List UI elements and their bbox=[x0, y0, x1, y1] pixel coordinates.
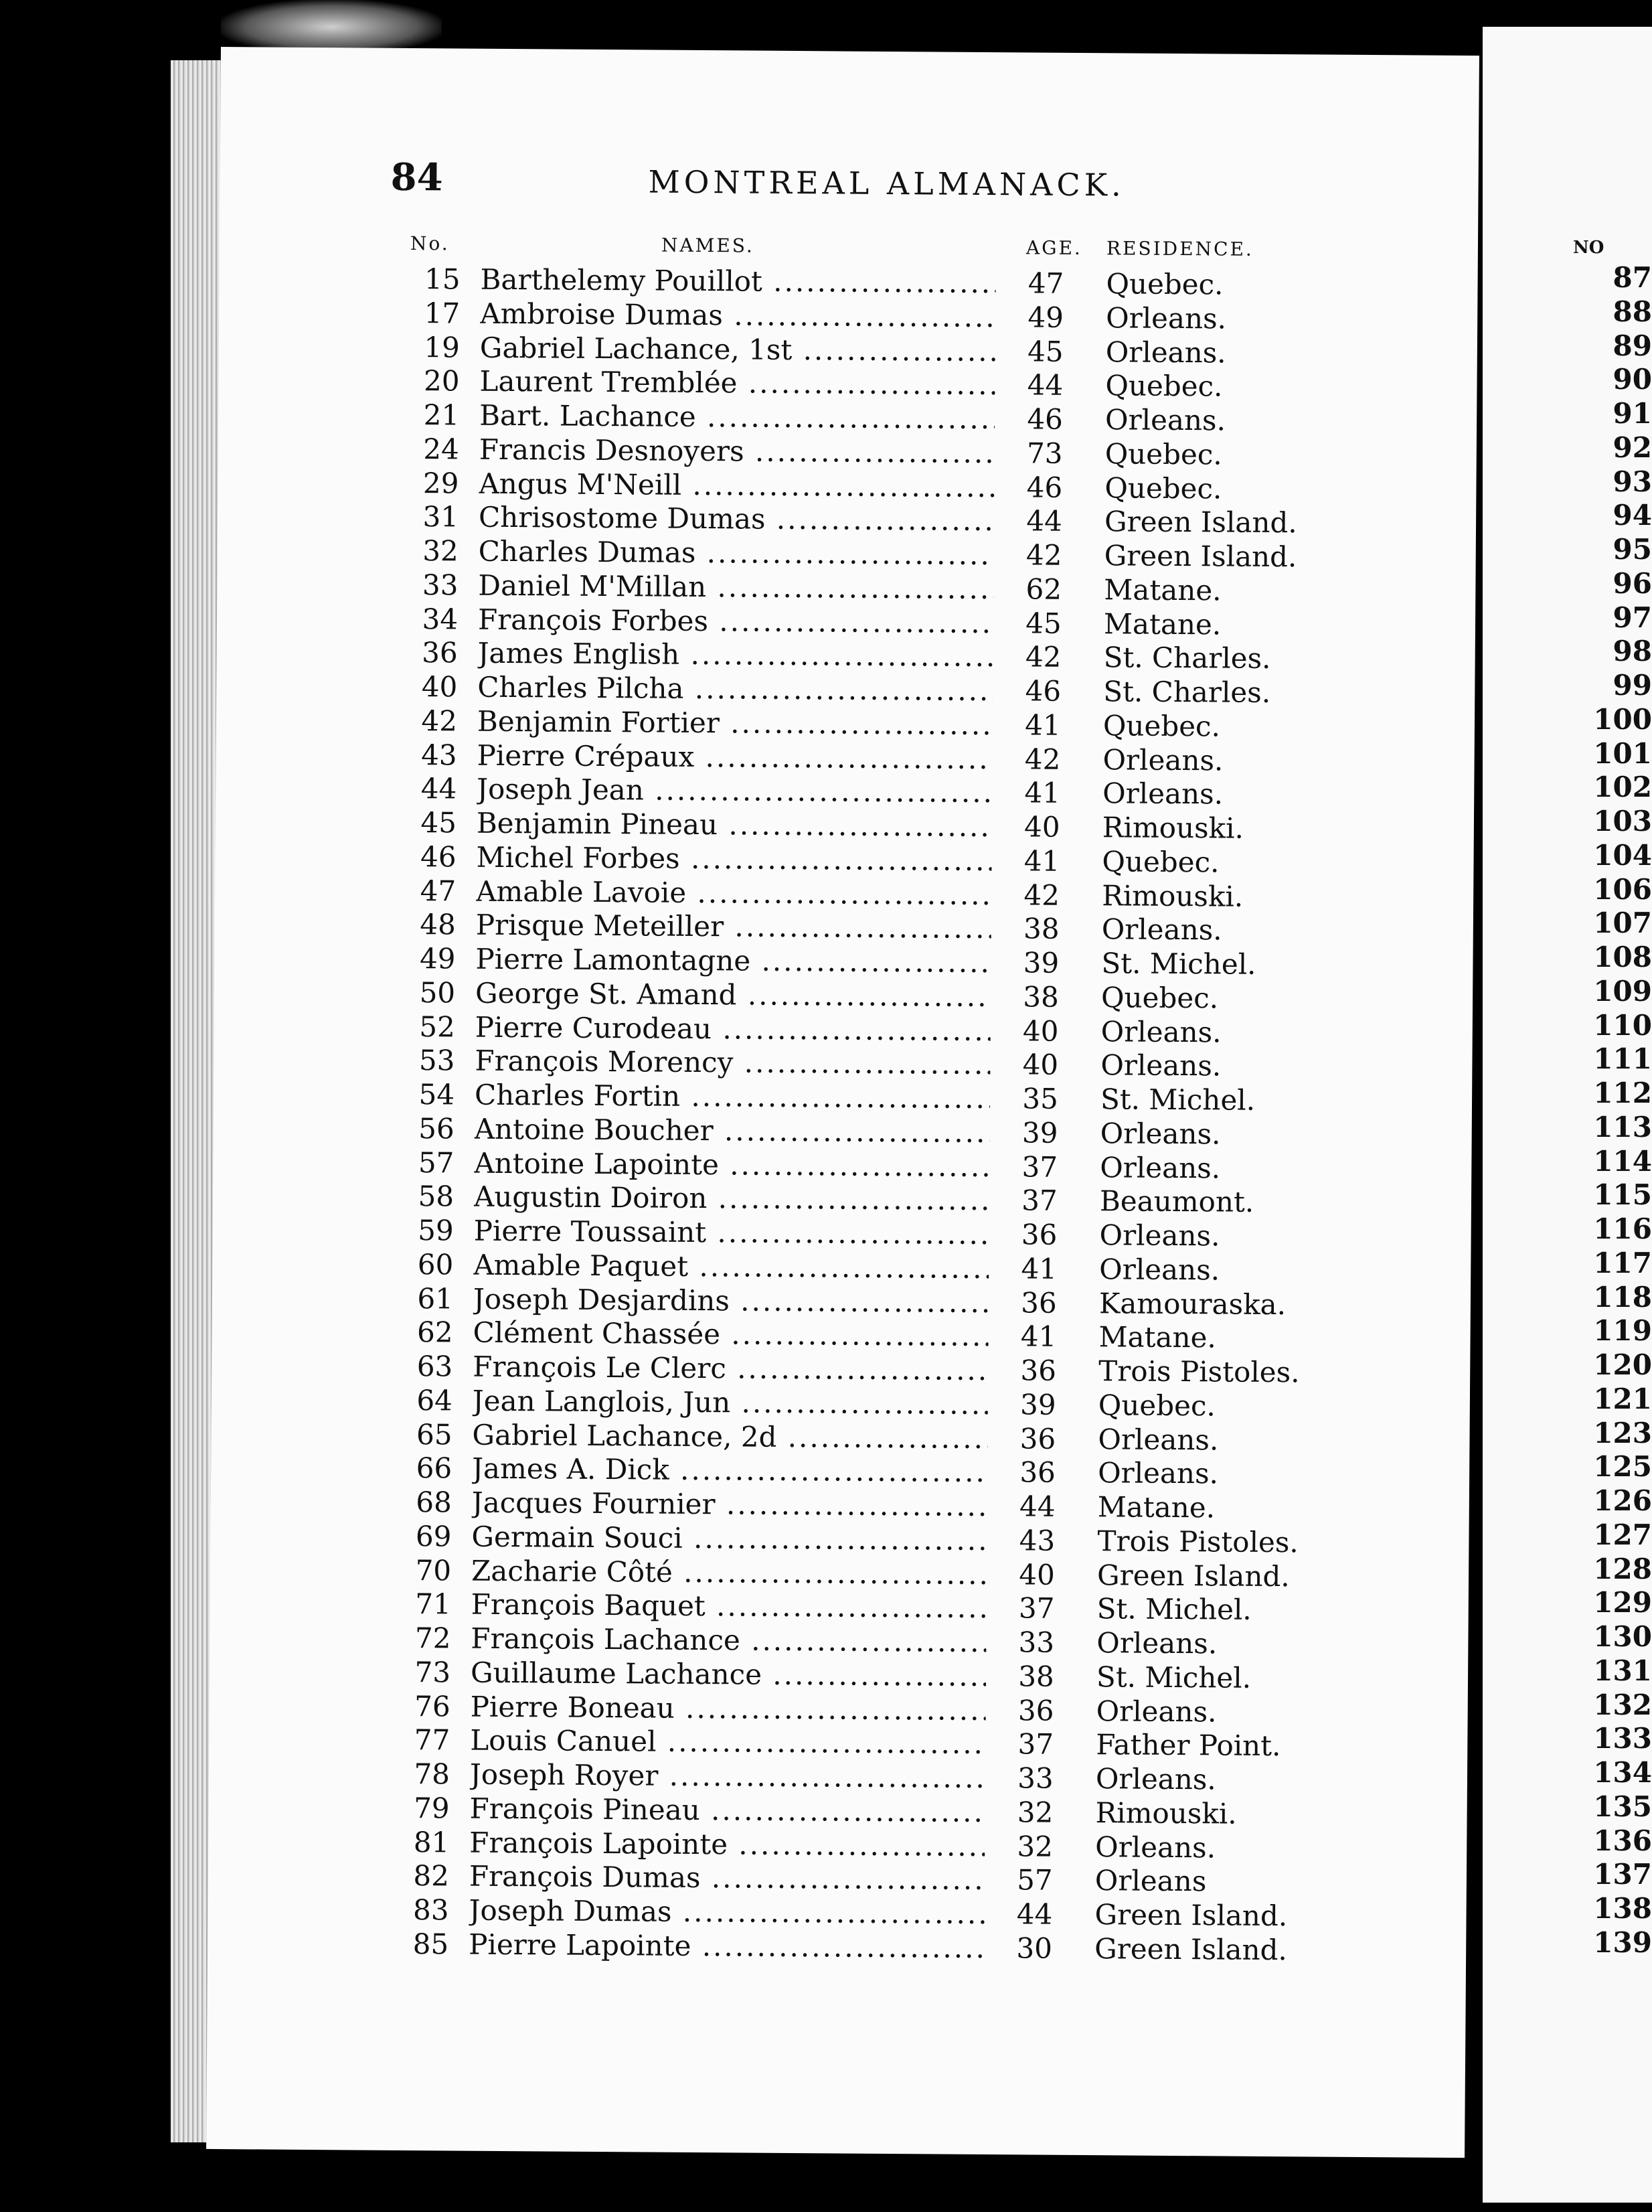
row-residence: Quebec. bbox=[1106, 267, 1224, 301]
row-residence: Green Island. bbox=[1104, 505, 1297, 540]
row-number: 81 bbox=[413, 1825, 450, 1859]
right-page-row-number: 135 bbox=[1593, 1790, 1652, 1823]
right-page-row-number: 131 bbox=[1593, 1654, 1652, 1687]
row-age: 41 bbox=[1023, 844, 1060, 878]
row-number: 66 bbox=[416, 1451, 452, 1485]
row-name: Amable Lavoie ..... bbox=[476, 874, 991, 911]
row-number: 32 bbox=[422, 534, 459, 568]
row-number: 64 bbox=[416, 1383, 453, 1417]
right-page-row-number: 99 bbox=[1613, 669, 1652, 702]
right-page-row-number: 127 bbox=[1593, 1518, 1652, 1551]
row-name: James English ..... bbox=[478, 637, 993, 673]
right-page-row-number: 95 bbox=[1613, 533, 1652, 566]
row-residence: Orleans. bbox=[1105, 335, 1226, 369]
row-residence: Rimouski. bbox=[1095, 1796, 1237, 1830]
row-name: Joseph Desjardins ..... bbox=[473, 1282, 989, 1318]
column-header-names: NAMES. bbox=[661, 234, 754, 257]
row-residence: Quebec. bbox=[1100, 980, 1219, 1015]
row-number: 15 bbox=[424, 262, 461, 296]
row-name: Pierre Crépaux ..... bbox=[477, 738, 992, 775]
row-residence: Quebec. bbox=[1105, 369, 1223, 403]
row-name: Barthelemy Pouillot ..... bbox=[480, 263, 995, 299]
row-age: 40 bbox=[1019, 1557, 1055, 1591]
right-page-row-number: 132 bbox=[1593, 1688, 1652, 1721]
row-number: 48 bbox=[420, 908, 457, 941]
row-residence: Trois Pistoles. bbox=[1098, 1354, 1300, 1389]
row-age: 32 bbox=[1017, 1829, 1054, 1863]
right-page-row-number: 134 bbox=[1593, 1756, 1652, 1789]
right-page-row-number: 108 bbox=[1593, 941, 1652, 973]
right-page-row-number: 115 bbox=[1593, 1178, 1652, 1212]
row-residence: Matane. bbox=[1098, 1320, 1216, 1354]
row-residence: Orleans. bbox=[1099, 1218, 1220, 1253]
row-number: 68 bbox=[416, 1486, 452, 1519]
row-name: Pierre Toussaint ..... bbox=[473, 1214, 989, 1251]
row-residence: Orleans bbox=[1094, 1864, 1207, 1898]
row-residence: Orleans. bbox=[1097, 1456, 1219, 1490]
row-residence: Matane. bbox=[1103, 607, 1222, 641]
row-name: François Le Clerc ..... bbox=[473, 1350, 988, 1387]
row-name: Benjamin Fortier ..... bbox=[477, 704, 993, 740]
right-page-row-number: 93 bbox=[1613, 465, 1652, 498]
row-number: 34 bbox=[422, 602, 459, 635]
row-number: 46 bbox=[420, 840, 457, 874]
row-age: 41 bbox=[1020, 1320, 1057, 1354]
row-age: 37 bbox=[1017, 1727, 1054, 1761]
row-residence: Orleans. bbox=[1106, 301, 1227, 335]
right-page-row-number: 139 bbox=[1593, 1925, 1652, 1959]
right-page-row-number: 123 bbox=[1593, 1416, 1652, 1449]
row-age: 46 bbox=[1027, 402, 1064, 436]
row-number: 29 bbox=[422, 466, 459, 499]
row-name: Charles Dumas ..... bbox=[479, 535, 994, 571]
row-name: Amable Paquet ..... bbox=[473, 1248, 989, 1284]
row-age: 41 bbox=[1024, 776, 1061, 810]
right-page-row-number: 101 bbox=[1593, 736, 1652, 770]
row-name: Germain Souci ..... bbox=[471, 1520, 987, 1556]
row-age: 44 bbox=[1027, 368, 1064, 402]
right-page-row-number: 96 bbox=[1613, 566, 1652, 600]
row-name: Joseph Jean ..... bbox=[477, 773, 992, 809]
right-page-row-number: 90 bbox=[1613, 363, 1652, 396]
right-page-row-number: 94 bbox=[1613, 499, 1652, 532]
right-page-row-number: 87 bbox=[1613, 261, 1652, 294]
right-page-row-number: 97 bbox=[1613, 601, 1652, 634]
row-number: 62 bbox=[416, 1316, 453, 1349]
row-residence: Orleans. bbox=[1100, 1116, 1221, 1151]
row-name: François Dumas ..... bbox=[469, 1860, 985, 1896]
row-name: Zacharie Côté ..... bbox=[471, 1554, 987, 1590]
row-residence: Trois Pistoles. bbox=[1097, 1524, 1299, 1559]
right-page-row-number: 119 bbox=[1593, 1314, 1652, 1348]
row-age: 49 bbox=[1027, 301, 1064, 334]
row-name: Daniel M'Millan ..... bbox=[478, 568, 993, 605]
row-age: 45 bbox=[1025, 606, 1062, 640]
row-age: 36 bbox=[1020, 1354, 1057, 1387]
row-age: 36 bbox=[1021, 1218, 1058, 1251]
library-stamp-fragment bbox=[221, 0, 442, 54]
row-name: Benjamin Pineau ..... bbox=[477, 807, 992, 843]
row-age: 46 bbox=[1026, 470, 1063, 504]
row-number: 43 bbox=[421, 738, 457, 771]
row-name: Angus M'Neill ..... bbox=[479, 467, 994, 503]
row-number: 31 bbox=[422, 500, 459, 534]
right-page-row-number: 102 bbox=[1593, 771, 1652, 804]
right-page-row-number: 98 bbox=[1613, 635, 1652, 668]
row-number: 72 bbox=[414, 1622, 451, 1655]
row-residence: St. Charles. bbox=[1103, 675, 1271, 709]
row-residence: Green Island. bbox=[1104, 539, 1297, 574]
row-number: 76 bbox=[414, 1689, 450, 1723]
row-name: Guillaume Lachance ..... bbox=[471, 1656, 986, 1692]
row-name: Joseph Royer ..... bbox=[470, 1758, 985, 1794]
right-page-column-header: NO bbox=[1573, 238, 1604, 258]
row-number: 63 bbox=[416, 1350, 453, 1383]
row-residence: Matane. bbox=[1097, 1490, 1216, 1524]
row-age: 38 bbox=[1023, 980, 1060, 1014]
row-name: Charles Fortin ..... bbox=[475, 1079, 990, 1115]
right-page-row-number: 126 bbox=[1593, 1484, 1652, 1517]
row-number: 36 bbox=[422, 636, 458, 669]
register-table bbox=[208, 261, 1478, 1969]
row-residence: Rimouski. bbox=[1102, 878, 1244, 913]
page-number: 84 bbox=[390, 155, 443, 200]
row-number: 82 bbox=[413, 1859, 450, 1893]
row-residence: Orleans. bbox=[1101, 913, 1222, 947]
row-name: Jacques Fournier ..... bbox=[472, 1486, 987, 1522]
row-name: François Morency ..... bbox=[475, 1044, 990, 1081]
row-name: Louis Canuel ..... bbox=[470, 1724, 985, 1760]
row-name: François Lachance ..... bbox=[471, 1622, 986, 1658]
row-name: François Pineau ..... bbox=[469, 1792, 985, 1828]
right-page-row-number: 114 bbox=[1593, 1144, 1652, 1178]
right-page-row-number: 109 bbox=[1593, 974, 1652, 1008]
row-age: 38 bbox=[1018, 1660, 1054, 1693]
row-age: 37 bbox=[1021, 1184, 1058, 1218]
row-number: 73 bbox=[414, 1655, 451, 1689]
row-number: 59 bbox=[418, 1214, 454, 1247]
right-page-row-number: 91 bbox=[1613, 397, 1652, 430]
row-name: Joseph Dumas ..... bbox=[469, 1894, 984, 1930]
row-residence: Quebec. bbox=[1104, 471, 1222, 505]
row-number: 20 bbox=[423, 364, 460, 398]
right-page-row-number: 89 bbox=[1613, 329, 1652, 362]
row-age: 39 bbox=[1021, 1116, 1058, 1150]
row-name: Gabriel Lachance, 2d ..... bbox=[472, 1418, 987, 1454]
right-page-row-number: 129 bbox=[1593, 1586, 1652, 1620]
row-name: Bart. Lachance ..... bbox=[479, 399, 995, 435]
row-number: 61 bbox=[417, 1281, 454, 1315]
row-age: 44 bbox=[1016, 1897, 1053, 1931]
row-number: 58 bbox=[418, 1180, 455, 1213]
right-page-row-number: 133 bbox=[1593, 1722, 1652, 1755]
row-residence: Orleans. bbox=[1095, 1830, 1216, 1864]
row-residence: Matane. bbox=[1104, 572, 1222, 607]
column-header-residence: RESIDENCE. bbox=[1106, 237, 1254, 260]
row-age: 32 bbox=[1017, 1796, 1054, 1829]
row-name: François Baquet ..... bbox=[471, 1588, 987, 1624]
row-residence: Orleans. bbox=[1100, 1014, 1222, 1048]
row-residence: Orleans. bbox=[1099, 1252, 1220, 1287]
row-age: 39 bbox=[1023, 946, 1060, 979]
right-page-row-number: 100 bbox=[1593, 702, 1652, 736]
row-number: 53 bbox=[418, 1044, 455, 1077]
right-page-row-number: 128 bbox=[1593, 1552, 1652, 1585]
row-number: 52 bbox=[419, 1010, 455, 1043]
row-age: 36 bbox=[1021, 1285, 1057, 1320]
row-number: 54 bbox=[418, 1078, 455, 1111]
row-number: 83 bbox=[412, 1893, 449, 1927]
right-page-row-number: 113 bbox=[1593, 1110, 1652, 1143]
row-age: 45 bbox=[1027, 334, 1064, 368]
right-page-row-number: 88 bbox=[1613, 295, 1652, 328]
right-page-row-number: 121 bbox=[1593, 1382, 1652, 1415]
row-number: 17 bbox=[424, 296, 461, 330]
row-number: 42 bbox=[421, 704, 458, 738]
right-page-row-number: 117 bbox=[1593, 1246, 1652, 1279]
row-number: 70 bbox=[415, 1553, 452, 1587]
row-residence: Orleans. bbox=[1096, 1694, 1217, 1728]
row-residence: Orleans. bbox=[1102, 742, 1224, 777]
row-number: 49 bbox=[419, 942, 456, 975]
row-age: 37 bbox=[1018, 1591, 1055, 1626]
right-page-row-number: 136 bbox=[1593, 1824, 1652, 1857]
row-number: 65 bbox=[416, 1417, 452, 1451]
right-page-row-number: 106 bbox=[1593, 872, 1652, 906]
row-residence: Quebec. bbox=[1098, 1388, 1216, 1423]
right-page-row-number: 125 bbox=[1593, 1450, 1652, 1484]
running-title: MONTREAL ALMANACK. bbox=[648, 163, 1125, 204]
row-name: Charles Pilcha ..... bbox=[477, 671, 993, 707]
column-header-age: AGE. bbox=[1025, 236, 1082, 259]
row-age: 62 bbox=[1025, 572, 1062, 606]
right-page-row-number: 92 bbox=[1613, 430, 1652, 464]
row-age: 73 bbox=[1026, 437, 1063, 470]
row-name: Pierre Boneau ..... bbox=[471, 1690, 986, 1726]
row-number: 50 bbox=[419, 975, 456, 1010]
row-age: 39 bbox=[1019, 1388, 1056, 1421]
row-age: 40 bbox=[1022, 1014, 1059, 1048]
row-name: Gabriel Lachance, 1st ..... bbox=[480, 331, 995, 367]
row-number: 33 bbox=[422, 568, 459, 602]
row-residence: St. Charles. bbox=[1103, 641, 1271, 676]
row-name: Clément Chassée ..... bbox=[473, 1316, 988, 1352]
row-name: Augustin Doiron ..... bbox=[474, 1180, 989, 1216]
row-number: 21 bbox=[423, 398, 460, 432]
row-number: 40 bbox=[421, 670, 458, 704]
row-age: 44 bbox=[1026, 504, 1062, 538]
row-residence: Rimouski. bbox=[1102, 811, 1244, 845]
row-name: James A. Dick ..... bbox=[472, 1452, 987, 1488]
right-page-row-number: 111 bbox=[1593, 1042, 1652, 1076]
row-residence: Orleans. bbox=[1100, 1150, 1221, 1184]
row-number: 78 bbox=[414, 1757, 450, 1791]
row-age: 44 bbox=[1019, 1490, 1056, 1523]
row-age: 36 bbox=[1019, 1421, 1056, 1455]
row-age: 37 bbox=[1021, 1150, 1058, 1184]
row-number: 47 bbox=[420, 874, 457, 907]
row-name: François Forbes ..... bbox=[478, 603, 993, 639]
row-number: 44 bbox=[420, 772, 457, 805]
row-number: 77 bbox=[414, 1723, 450, 1757]
row-age: 40 bbox=[1023, 810, 1060, 844]
right-page-row-number: 138 bbox=[1593, 1892, 1652, 1925]
row-residence: Orleans. bbox=[1096, 1626, 1218, 1660]
row-age: 47 bbox=[1027, 266, 1064, 300]
row-name: Ambroise Dumas ..... bbox=[480, 297, 995, 333]
row-residence: Orleans. bbox=[1095, 1762, 1216, 1796]
row-age: 30 bbox=[1016, 1931, 1053, 1965]
row-number: 56 bbox=[418, 1111, 455, 1146]
row-residence: Orleans. bbox=[1104, 403, 1226, 437]
row-age: 41 bbox=[1025, 708, 1061, 742]
row-age: 33 bbox=[1017, 1761, 1054, 1795]
row-name: Pierre Curodeau ..... bbox=[475, 1010, 991, 1046]
row-number: 60 bbox=[417, 1247, 454, 1281]
right-page-row-number: 118 bbox=[1593, 1280, 1652, 1314]
row-residence: Green Island. bbox=[1094, 1898, 1288, 1933]
row-number: 19 bbox=[424, 330, 461, 364]
left-page bbox=[206, 47, 1479, 2158]
row-age: 42 bbox=[1024, 742, 1061, 776]
row-number: 71 bbox=[415, 1587, 451, 1621]
right-page-numbers bbox=[1573, 261, 1652, 1960]
row-age: 35 bbox=[1022, 1082, 1058, 1115]
row-age: 42 bbox=[1023, 878, 1060, 912]
row-age: 36 bbox=[1017, 1693, 1054, 1727]
row-name: Pierre Lapointe ..... bbox=[469, 1927, 984, 1964]
row-name: Francis Desnoyers ..... bbox=[479, 432, 995, 469]
row-age: 40 bbox=[1022, 1048, 1059, 1082]
row-age: 33 bbox=[1018, 1626, 1055, 1659]
row-name: Pierre Lamontagne ..... bbox=[475, 943, 991, 979]
row-name: Prisque Meteiller ..... bbox=[476, 908, 991, 945]
row-residence: St. Michel. bbox=[1101, 947, 1256, 981]
row-number: 85 bbox=[412, 1927, 449, 1961]
column-header-no: No. bbox=[410, 232, 450, 255]
right-page-row-number: 103 bbox=[1593, 805, 1652, 838]
right-page-row-number: 107 bbox=[1593, 906, 1652, 940]
row-residence: Kamouraska. bbox=[1098, 1286, 1287, 1321]
row-residence: Quebec. bbox=[1104, 437, 1222, 471]
row-age: 57 bbox=[1017, 1863, 1053, 1897]
row-name: Jean Langlois, Jun ..... bbox=[473, 1384, 988, 1420]
right-page-row-number: 116 bbox=[1593, 1212, 1652, 1245]
row-residence: Orleans. bbox=[1100, 1048, 1222, 1083]
row-name: François Lapointe ..... bbox=[469, 1826, 985, 1862]
row-age: 43 bbox=[1019, 1524, 1056, 1557]
row-name: Laurent Tremblée ..... bbox=[479, 365, 995, 401]
row-age: 42 bbox=[1025, 640, 1062, 674]
row-residence: Green Island. bbox=[1096, 1558, 1290, 1593]
right-page-row-number: 110 bbox=[1593, 1008, 1652, 1042]
row-residence: St. Michel. bbox=[1096, 1592, 1252, 1627]
row-residence: Beaumont. bbox=[1099, 1184, 1254, 1219]
row-number: 69 bbox=[415, 1519, 452, 1553]
row-name: Chrisostome Dumas ..... bbox=[479, 501, 994, 537]
row-residence: Quebec. bbox=[1102, 844, 1220, 879]
row-age: 42 bbox=[1025, 538, 1062, 572]
right-page-row-number: 137 bbox=[1593, 1858, 1652, 1891]
row-age: 41 bbox=[1021, 1252, 1058, 1285]
row-number: 79 bbox=[414, 1791, 450, 1825]
row-residence: Green Island. bbox=[1094, 1931, 1288, 1966]
right-page-row-number: 104 bbox=[1593, 838, 1652, 872]
row-number: 24 bbox=[423, 432, 459, 466]
row-number: 45 bbox=[420, 806, 457, 840]
right-page-row-number: 120 bbox=[1593, 1348, 1652, 1381]
row-residence: Quebec. bbox=[1102, 708, 1221, 743]
row-age: 46 bbox=[1025, 674, 1062, 708]
page-header bbox=[220, 154, 1479, 223]
row-name: Michel Forbes ..... bbox=[476, 840, 991, 876]
row-residence: Father Point. bbox=[1096, 1728, 1281, 1763]
row-residence: St. Michel. bbox=[1096, 1660, 1252, 1694]
row-residence: Orleans. bbox=[1102, 777, 1224, 811]
row-residence: St. Michel. bbox=[1100, 1083, 1256, 1117]
row-name: Antoine Lapointe ..... bbox=[474, 1146, 989, 1182]
right-page-row-number: 130 bbox=[1593, 1620, 1652, 1653]
right-page-row-number: 112 bbox=[1593, 1077, 1652, 1109]
row-name: Antoine Boucher ..... bbox=[475, 1112, 990, 1148]
row-name: George St. Amand ..... bbox=[475, 976, 991, 1012]
row-age: 38 bbox=[1023, 912, 1060, 946]
row-number: 57 bbox=[418, 1146, 455, 1179]
row-age: 36 bbox=[1019, 1455, 1056, 1490]
row-residence: Orleans. bbox=[1098, 1422, 1219, 1456]
